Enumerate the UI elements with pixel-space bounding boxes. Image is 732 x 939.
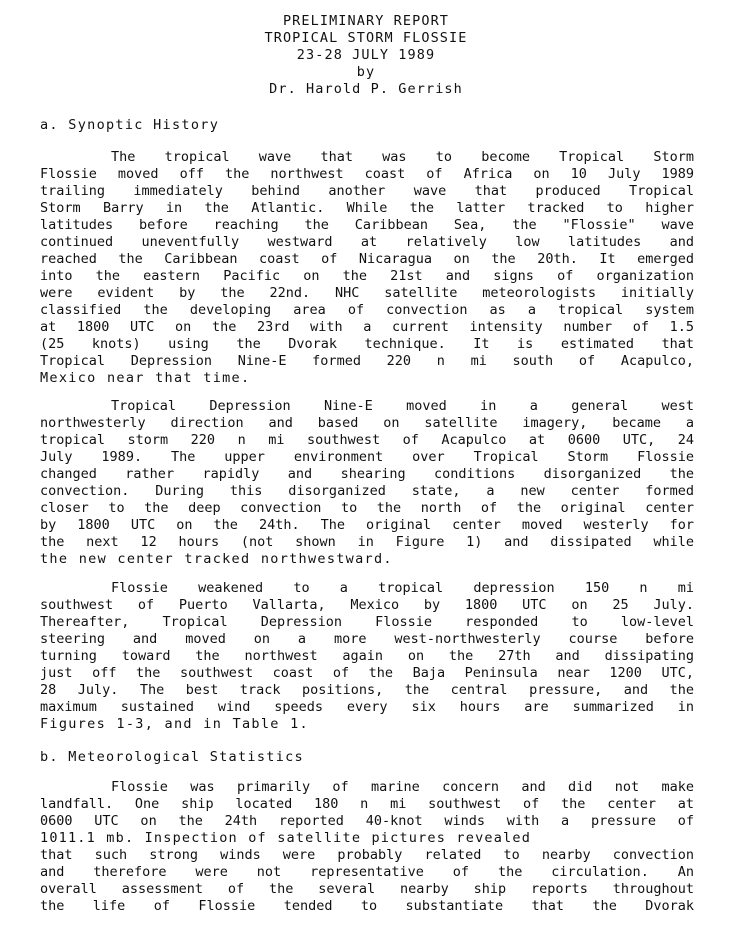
paragraph-line: just off the southwest coast of the Baja Peninsula near 1200 UTC, bbox=[40, 665, 694, 681]
paragraph-line: turning toward the northwest again on the 27th and dissipating bbox=[40, 648, 694, 664]
paragraph-line: landfall. One ship located 180 n mi southwest of the center at bbox=[40, 796, 694, 812]
paragraph-line: reached the Caribbean coast of Nicaragua on the 20th. It emerged bbox=[40, 251, 694, 267]
report-subtitle: TROPICAL STORM FLOSSIE bbox=[264, 30, 468, 46]
paragraph-line: into the eastern Pacific on the 21st and signs of organization bbox=[40, 268, 694, 284]
paragraph-line: by 1800 UTC on the 24th. The original center moved westerly for bbox=[40, 517, 694, 533]
paragraph-line: closer to the deep convection to the north of the original center bbox=[40, 500, 694, 516]
paragraph-line: continued uneventfully westward at relatively low latitudes and bbox=[40, 234, 694, 250]
paragraph-line: Tropical Depression Nine-E formed 220 n mi south of Acapulco, bbox=[40, 353, 694, 369]
paragraph-line: Storm Barry in the Atlantic. While the latter tracked to higher bbox=[40, 200, 694, 216]
paragraph-line: northwesterly direction and based on satellite imagery, became a bbox=[40, 415, 694, 431]
paragraph-line: southwest of Puerto Vallarta, Mexico by 1800 UTC on 25 July. bbox=[40, 597, 694, 613]
paragraph-line: the new center tracked northwestward. bbox=[40, 551, 393, 567]
paragraph-line: and therefore were not representative of the circulation. An bbox=[40, 864, 694, 880]
paragraph-line: Thereafter, Tropical Depression Flossie responded to low-level bbox=[40, 614, 694, 630]
paragraph-line: tropical storm 220 n mi southwest of Acapulco at 0600 UTC, 24 bbox=[40, 432, 694, 448]
section-heading-meteorological-statistics: b. Meteorological Statistics bbox=[40, 749, 304, 765]
paragraph-line: latitudes before reaching the Caribbean Sea, the "Flossie" wave bbox=[40, 217, 694, 233]
paragraph-line: overall assessment of the several nearby ship reports throughout bbox=[40, 881, 694, 897]
report-author: Dr. Harold P. Gerrish bbox=[269, 81, 463, 97]
paragraph-line: July 1989. The upper environment over Tropical Storm Flossie bbox=[40, 449, 694, 465]
paragraph-line: The tropical wave that was to become Tropical Storm bbox=[111, 149, 694, 165]
paragraph-line: that such strong winds were probably related to nearby convection bbox=[40, 847, 694, 863]
paragraph-line: Flossie weakened to a tropical depression 150 n mi bbox=[111, 580, 694, 596]
paragraph-line: 28 July. The best track positions, the central pressure, and the bbox=[40, 682, 694, 698]
paragraph-line: 0600 UTC on the 24th reported 40-knot winds with a pressure of bbox=[40, 813, 694, 829]
report-title: PRELIMINARY REPORT bbox=[282, 13, 450, 29]
paragraph-line: steering and moved on a more west-northwesterly course before bbox=[40, 631, 694, 647]
paragraph-line: the next 12 hours (not shown in Figure 1) and dissipated while bbox=[40, 534, 694, 550]
paragraph-line: changed rather rapidly and shearing conditions disorganized the bbox=[40, 466, 694, 482]
paragraph-line: classified the developing area of convection as a tropical system bbox=[40, 302, 694, 318]
paragraph-line: Flossie moved off the northwest coast of Africa on 10 July 1989 bbox=[40, 166, 694, 182]
paragraph-line: trailing immediately behind another wave that produced Tropical bbox=[40, 183, 694, 199]
section-heading-synoptic-history: a. Synoptic History bbox=[40, 117, 220, 133]
report-by: by bbox=[356, 64, 376, 80]
paragraph-line: convection. During this disorganized state, a new center formed bbox=[40, 483, 694, 499]
paragraph-line: were evident by the 22nd. NHC satellite meteorologists initially bbox=[40, 285, 694, 301]
paragraph-line: Tropical Depression Nine-E moved in a general west bbox=[111, 398, 694, 414]
paragraph-line: at 1800 UTC on the 23rd with a current intensity number of 1.5 bbox=[40, 319, 694, 335]
paragraph-line: maximum sustained wind speeds every six hours are summarized in bbox=[40, 699, 694, 715]
paragraph-line: Flossie was primarily of marine concern and did not make bbox=[111, 779, 694, 795]
paragraph-line: 1011.1 mb. Inspection of satellite pictures revealed bbox=[40, 830, 532, 846]
paragraph-line: Figures 1-3, and in Table 1. bbox=[40, 716, 309, 732]
paragraph-line: Mexico near that time. bbox=[40, 370, 251, 386]
report-dates: 23-28 JULY 1989 bbox=[296, 47, 436, 63]
paragraph-line: (25 knots) using the Dvorak technique. It is estimated that bbox=[40, 336, 694, 352]
paragraph-line: the life of Flossie tended to substantiate that the Dvorak bbox=[40, 898, 694, 914]
